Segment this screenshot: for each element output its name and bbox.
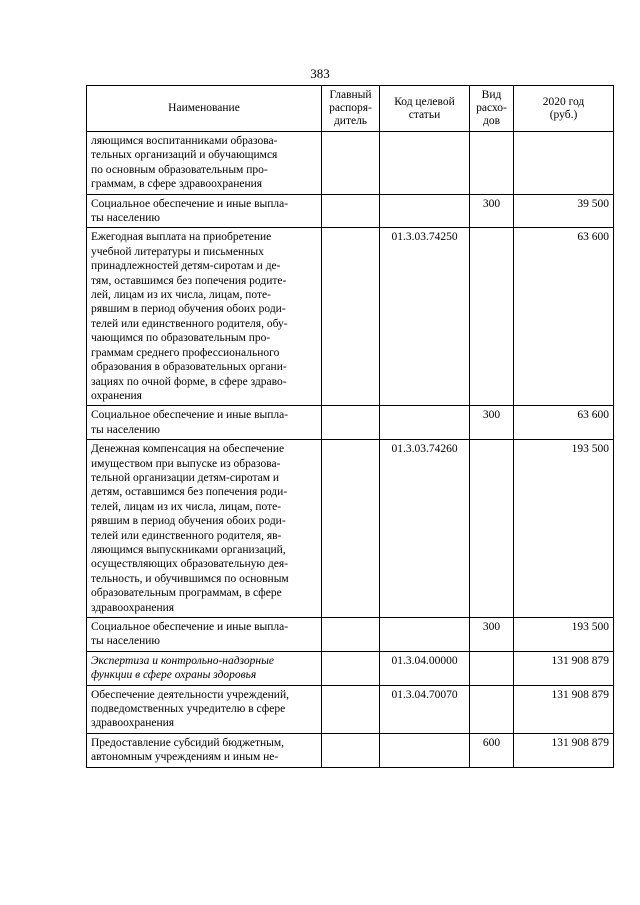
row-name-cell: Экспертиза и контрольно-надзорные функции в сфере охраны здоровья (87, 651, 322, 685)
row-amount-cell: 131 908 879 (514, 651, 614, 685)
row-amount-cell: 63 600 (514, 406, 614, 440)
header-code: Код целевой статьи (380, 86, 470, 132)
row-name-cell: Предоставление субсидий бюджетным, автономным учреждениям и иным не- (87, 733, 322, 767)
row-name-cell: Денежная компенсация на обеспечение имуществом при выпуске из образова- тельной организации детям-сиротам и детям, оставшимся без попечения роди- телей, лицам из их числа, лицам, поте- рявшим в период обучения обоих роди- телей или единственного родителя, яв- ляющимся выпускниками организаций, осуществляющих образовательную дея- тельность, и обучившимся по основным образовательным программам, в сфере здравоохранения (87, 440, 322, 618)
table-row (87, 733, 614, 767)
row-name-cell: ляющимся воспитанниками образова- тельных организаций и обучающимся по основным образовательным про- граммам, в сфере здравоохранения (87, 132, 322, 195)
table-row (87, 406, 614, 440)
row-amount-cell (514, 132, 614, 195)
row-amount-cell: 63 600 (514, 228, 614, 406)
row-vid-cell: 300 (470, 618, 514, 652)
row-amount-cell: 193 500 (514, 440, 614, 618)
table-row (87, 618, 614, 652)
row-manager-cell (322, 132, 380, 195)
row-name-cell: Социальное обеспечение и иные выпла- ты населению (87, 406, 322, 440)
row-amount-cell: 131 908 879 (514, 733, 614, 767)
row-vid-cell (470, 440, 514, 618)
row-code-cell (380, 194, 470, 228)
row-vid-cell: 300 (470, 194, 514, 228)
table-row (87, 440, 614, 618)
budget-table (86, 85, 614, 768)
table-header-row (87, 86, 614, 132)
header-manager: Главный распоря- дитель (322, 86, 380, 132)
table-row (87, 194, 614, 228)
page-number: 383 (310, 66, 330, 81)
row-name-cell: Ежегодная выплата на приобретение учебной литературы и письменных принадлежностей детям-сиротам и де- тям, оставшимся без попечения родите- лей, лицам из их числа, лицам, поте- рявшим в период обучения обоих роди- телей или единственного родителя, обу- чающимся по образовательным про- граммам среднего профессионального образования в образовательных органи- зациях по очной форме, в сфере здраво- охранения (87, 228, 322, 406)
row-vid-cell (470, 651, 514, 685)
header-name: Наименование (87, 86, 322, 132)
row-name-cell: Социальное обеспечение и иные выпла- ты населению (87, 618, 322, 652)
row-code-cell (380, 132, 470, 195)
row-code-cell: 01.3.04.00000 (380, 651, 470, 685)
row-manager-cell (322, 733, 380, 767)
row-vid-cell (470, 685, 514, 733)
row-code-cell: 01.3.03.74250 (380, 228, 470, 406)
row-manager-cell (322, 406, 380, 440)
row-code-cell: 01.3.03.74260 (380, 440, 470, 618)
row-vid-cell (470, 132, 514, 195)
row-amount-cell: 131 908 879 (514, 685, 614, 733)
row-vid-cell: 300 (470, 406, 514, 440)
row-name-cell: Обеспечение деятельности учреждений, подведомственных учредителю в сфере здравоохранения (87, 685, 322, 733)
row-vid-cell (470, 228, 514, 406)
row-manager-cell (322, 228, 380, 406)
table-row (87, 228, 614, 406)
row-code-cell (380, 406, 470, 440)
row-manager-cell (322, 440, 380, 618)
table-row (87, 132, 614, 195)
row-manager-cell (322, 685, 380, 733)
table-row (87, 651, 614, 685)
row-amount-cell: 193 500 (514, 618, 614, 652)
row-manager-cell (322, 651, 380, 685)
row-manager-cell (322, 194, 380, 228)
row-code-cell: 01.3.04.70070 (380, 685, 470, 733)
row-manager-cell (322, 618, 380, 652)
table-row (87, 685, 614, 733)
row-vid-cell: 600 (470, 733, 514, 767)
row-amount-cell: 39 500 (514, 194, 614, 228)
row-name-cell: Социальное обеспечение и иные выпла- ты населению (87, 194, 322, 228)
row-code-cell (380, 733, 470, 767)
row-code-cell (380, 618, 470, 652)
header-vid: Вид расхо- дов (470, 86, 514, 132)
header-amount: 2020 год (руб.) (514, 86, 614, 132)
